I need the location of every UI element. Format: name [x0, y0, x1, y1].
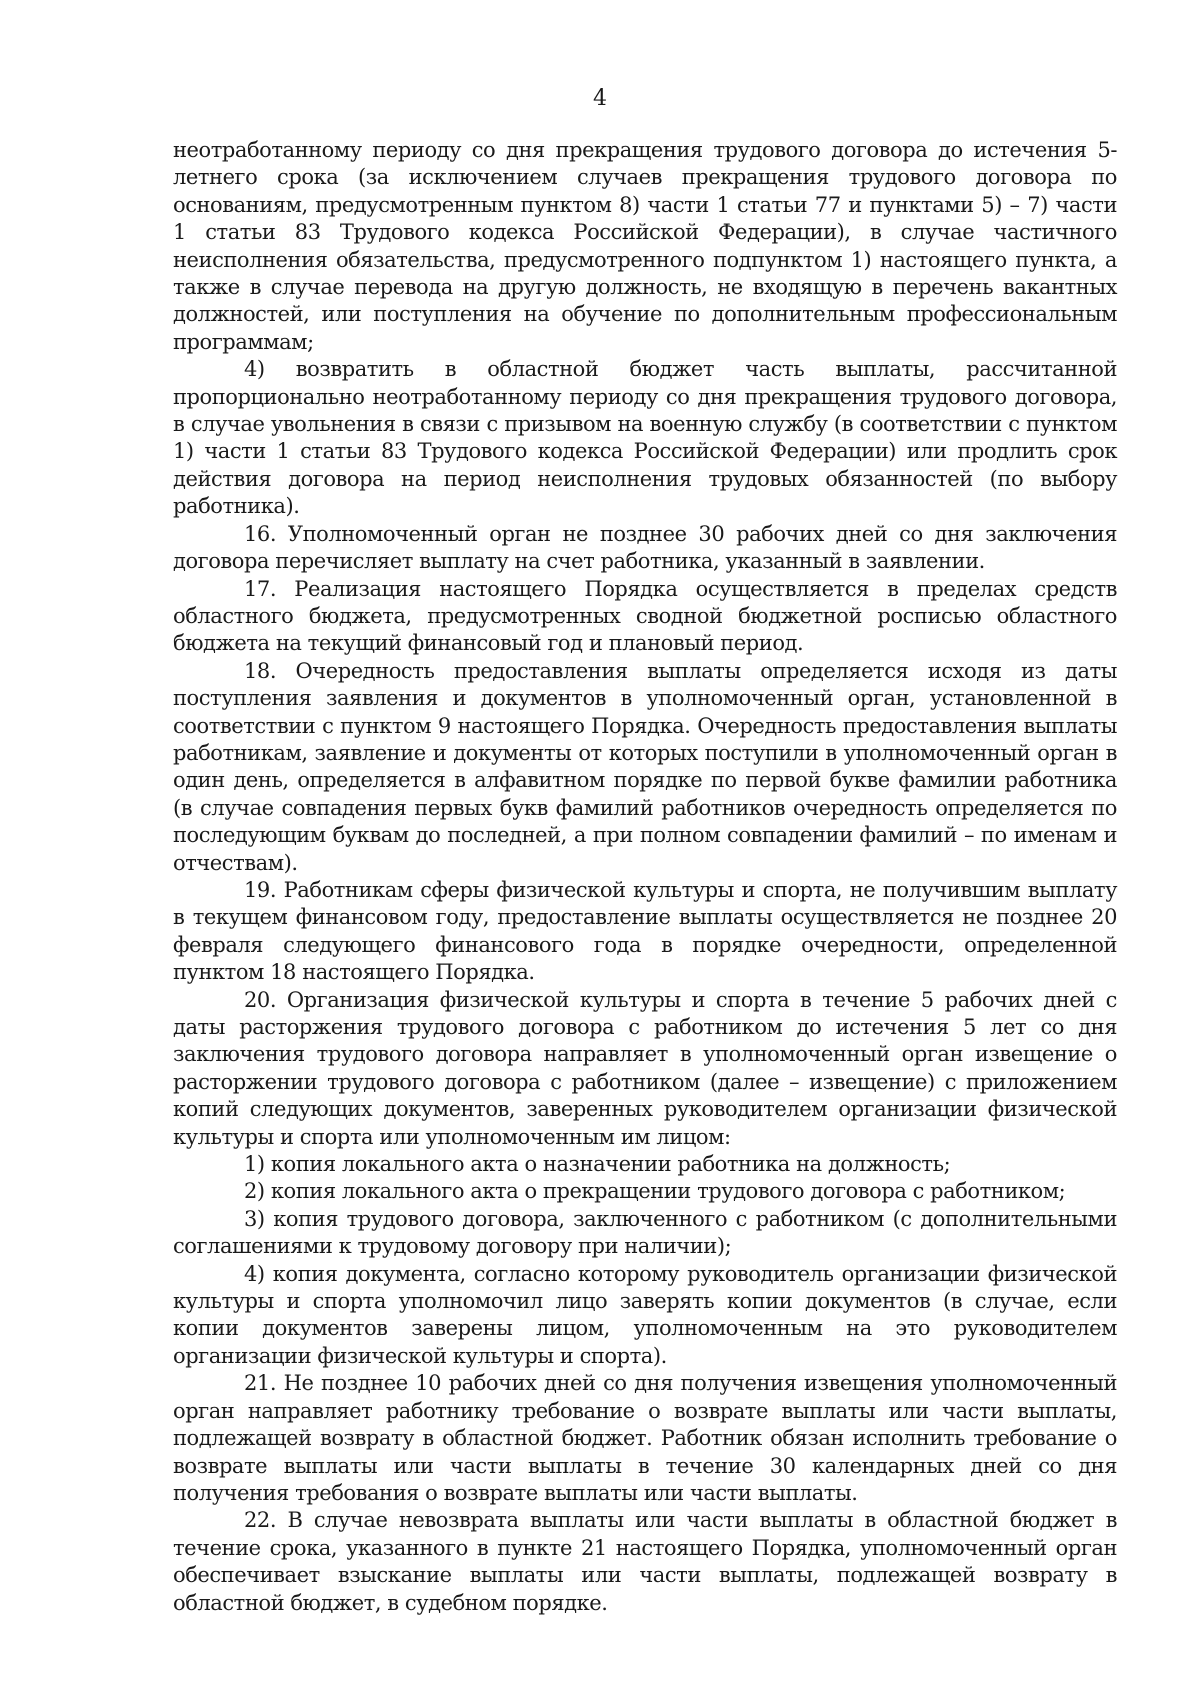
paragraph-16: 16. Уполномоченный орган не позднее 30 рабочих дней со дня заключения договора перечисляет выплату на счет работника, указанный в заявлении.	[173, 521, 1117, 574]
paragraph-continuation: неотработанному периоду со дня прекращения трудового договора до истечения 5-летнего срока (за исключением случаев прекращения трудового договора по основаниям, предусмотренным пунктом 8) части 1 статьи 77 и пунктами 5) – 7) части 1 статьи 83 Трудового кодекса Российской Федерации), в случае частичного неисполнения обязательства, предусмотренного подпунктом 1) настоящего пункта, а также в случае перевода на другую должность, не входящую в перечень вакантных должностей, или поступления на обучение по дополнительным профессиональным программам;	[173, 138, 1117, 354]
paragraph-20-item-2: 2) копия локального акта о прекращении трудового договора с работником;	[244, 1179, 1066, 1204]
paragraph-17: 17. Реализация настоящего Порядка осуществляется в пределах средств областного бюджета, предусмотренных сводной бюджетной росписью областного бюджета на текущий финансовый год и плановый период.	[173, 576, 1117, 656]
paragraph-20-item-1: 1) копия локального акта о назначении работника на должность;	[244, 1152, 951, 1177]
page-number: 4	[593, 86, 607, 111]
paragraph-21: 21. Не позднее 10 рабочих дней со дня получения извещения уполномоченный орган направляет работнику требование о возврате выплаты или части выплаты, подлежащей возврату в областной бюджет. Работник обязан исполнить требование о возврате выплаты или части выплаты в течение 30 календарных дней со дня получения требования о возврате выплаты или части выплаты.	[173, 1371, 1117, 1505]
paragraph-18: 18. Очередность предоставления выплаты определяется исходя из даты поступления заявления и документов в уполномоченный орган, установленной в соответствии с пунктом 9 настоящего Порядка. Очередность предоставления выплаты работникам, заявление и документы от которых поступили в уполномоченный орган в один день, определяется в алфавитном порядке по первой букве фамилии работника (в случае совпадения первых букв фамилий работников очередность определяется по последующим буквам до последней, а при полном совпадении фамилий – по именам и отчествам).	[173, 658, 1117, 875]
paragraph-20: 20. Организация физической культуры и спорта в течение 5 рабочих дней с даты расторжения трудового договора с работником до истечения 5 лет со дня заключения трудового договора направляет в уполномоченный орган извещение о расторжении трудового договора с работником (далее – извещение) с приложением копий следующих документов, заверенных руководителем организации физической культуры и спорта или уполномоченным им лицом:	[173, 987, 1117, 1149]
paragraph-22: 22. В случае невозврата выплаты или части выплаты в областной бюджет в течение срока, указанного в пункте 21 настоящего Порядка, уполномоченный орган обеспечивает взыскание выплаты или части выплаты, подлежащей возврату в областной бюджет, в судебном порядке.	[173, 1508, 1117, 1615]
paragraph-19: 19. Работникам сферы физической культуры и спорта, не получившим выплату в текущем финансовом году, предоставление выплаты осуществляется не позднее 20 февраля следующего финансового года в порядке очередности, определенной пунктом 18 настоящего Порядка.	[173, 877, 1117, 985]
paragraph-20-item-3: 3) копия трудового договора, заключенного с работником (с дополнительными соглашениями к трудовому договору при наличии);	[173, 1206, 1117, 1259]
paragraph-20-item-4: 4) копия документа, согласно которому руководитель организации физической культуры и спорта уполномочил лицо заверять копии документов (в случае, если копии документов заверены лицом, уполномоченным на это руководителем организации физической культуры и спорта).	[173, 1261, 1117, 1368]
paragraph-subitem-4-return: 4) возвратить в областной бюджет часть выплаты, рассчитанной пропорционально неотработанному периоду со дня прекращения трудового договора, в случае увольнения в связи с призывом на военную службу (в соответствии с пунктом 1) части 1 статьи 83 Трудового кодекса Российской Федерации) или продлить срок действия договора на период неисполнения трудовых обязанностей (по выбору работника).	[173, 357, 1117, 519]
document-body	[173, 137, 1117, 1617]
